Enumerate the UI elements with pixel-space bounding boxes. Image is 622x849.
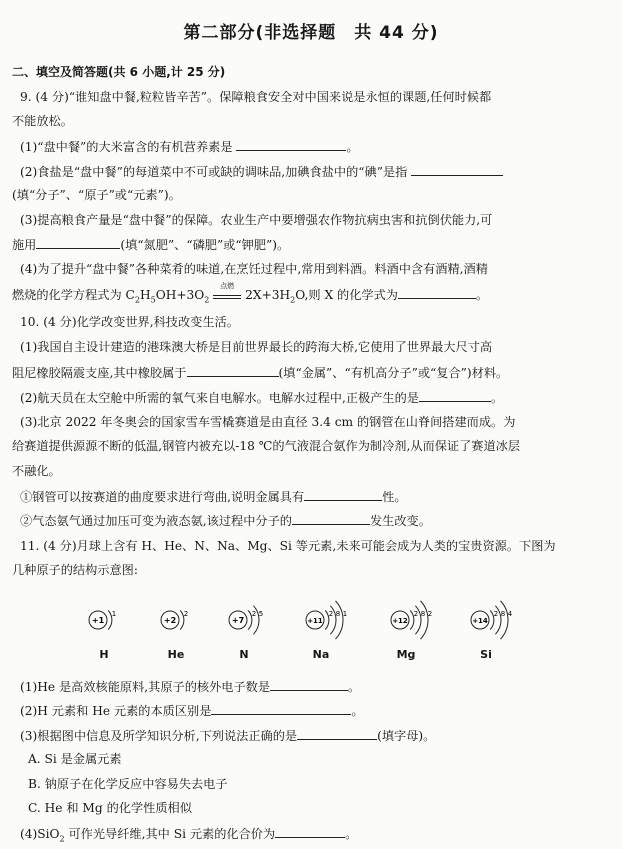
nucleus-charge: +1 (91, 616, 105, 625)
reaction-condition (213, 282, 241, 299)
eq-text-2: OH+3O (155, 288, 205, 302)
eq-text-4: O,则 X 的化学式为 (295, 288, 398, 302)
q11-part3-text: (3)根据图中信息及所学知识分析,下列说法正确的是 (20, 729, 298, 743)
q9-stem-line1: 9. (4 分)“谁知盘中餐,粒粒皆辛苦”。保障粮食安全对中国来说是永恒的课题,任何时候都 (20, 90, 492, 104)
q10-sub2-end: 发生改变。 (370, 514, 431, 528)
nucleus-charge: +14 (472, 617, 488, 625)
shell-electron-count: 2 (328, 610, 334, 618)
q11-part3-post: (填字母)。 (377, 729, 436, 743)
atomic-structure-diagram (70, 598, 550, 668)
atom-na (306, 601, 347, 639)
eq-text-3: 2X+3H (245, 288, 291, 302)
q10-sub2-text: ②气态氨气通过加压可变为液态氨,该过程中分子的 (20, 514, 292, 528)
shell-electron-count: 2 (493, 610, 499, 618)
nucleus-charge: +2 (163, 616, 177, 625)
q11-part3-blank[interactable] (297, 727, 377, 740)
atom-h (89, 610, 116, 630)
q11-part2-blank[interactable] (211, 702, 351, 715)
electron-shell-arc (421, 601, 429, 639)
q10-sub1 (20, 488, 618, 505)
q10-part2-end: 。 (490, 391, 504, 405)
shell-electron-count: 5 (258, 610, 264, 618)
q11-part4-end: 。 (345, 827, 358, 841)
q11-stem-line2: 几种原子的结构示意图: (12, 563, 138, 577)
atom-he (161, 610, 188, 630)
shell-electron-count: 8 (335, 610, 341, 618)
q10-sub1-end: 性。 (382, 490, 407, 504)
eq-text-h: H (139, 288, 151, 302)
shell-electron-count: 1 (342, 610, 348, 618)
q10-part1-line1: (1)我国自主设计建造的港珠澳大桥是目前世界最长的跨海大桥,它使用了世界最大尺寸高 (20, 340, 493, 354)
atom-n (229, 606, 263, 635)
q11-option-c: C. He 和 Mg 的化学性质相似 (28, 801, 192, 815)
q10-part3-line1: (3)北京 2022 年冬奥会的国家雪车雪橇赛道是由直径 3.4 cm 的钢管在山脊间搭建而成。为 (20, 415, 516, 429)
q9-part2 (20, 163, 618, 180)
nucleus-charge: +12 (392, 617, 408, 625)
q9-part1-text: (1)“盘中餐”的大米富含的有机营养素是 (20, 140, 233, 154)
q11-option-a: A. Si 是金属元素 (28, 752, 122, 766)
q10-part2-blank[interactable] (419, 389, 491, 402)
eq-end: 。 (475, 288, 489, 302)
shell-electron-count: 2 (183, 610, 189, 618)
q9-part1 (20, 138, 618, 155)
electron-shell-arc (336, 601, 344, 639)
q9-part4-line1: (4)为了提升“盘中餐”各种菜肴的味道,在烹饪过程中,常用到料酒。料酒中含有酒精,酒精 (20, 262, 488, 276)
q11-part2-text: (2)H 元素和 He 元素的本质区别是 (20, 704, 212, 718)
section-heading: 二、填空及简答题(共 6 小题,计 25 分) (12, 65, 226, 79)
shell-electron-count: 2 (413, 610, 419, 618)
q11-part1-end: 。 (348, 680, 361, 694)
q9-part3-blank[interactable] (36, 236, 120, 249)
q9-part3-line1: (3)提高粮食产量是“盘中餐”的保障。农业生产中要增强农作物抗病虫害和抗倒伏能力,可 (20, 213, 493, 227)
q11-part3 (20, 727, 618, 744)
q11-part4-sub: 2 (59, 834, 65, 844)
q9-part2-blank[interactable] (411, 163, 503, 176)
q9-stem-line2: 不能放松。 (12, 114, 73, 128)
q11-part4-text: 可作光导纤维,其中 Si 元素的化合价为 (64, 827, 276, 841)
q10-part1-line2 (12, 364, 610, 381)
q11-part1-blank[interactable] (270, 678, 348, 691)
q11-part2-end: 。 (351, 704, 364, 718)
atom-symbol-he: He (167, 648, 185, 661)
eq-sub-4: 2 (290, 295, 296, 305)
page-title: 第二部分(非选择题 共 44 分) (183, 23, 439, 43)
q10-sub1-blank[interactable] (304, 488, 382, 501)
shell-electron-count: 8 (420, 610, 426, 618)
q9-part4-blank[interactable] (398, 286, 476, 299)
q10-stem: 10. (4 分)化学改变世界,科技改变生活。 (20, 315, 239, 329)
atom-symbol-si: Si (480, 648, 492, 661)
q11-part4-formula: (4)SiO (20, 827, 60, 841)
nucleus-charge: +7 (231, 616, 245, 625)
q9-part2-text: (2)食盐是“盘中餐”的每道菜中不可或缺的调味品,加碘食盐中的“碘”是指 (20, 165, 408, 179)
q10-part3-line2: 给赛道提供源源不断的低温,钢管内被充以-18 ℃的气液混合氨作为制冷剂,从而保证了赛道冰层 (12, 439, 521, 453)
q9-part1-end: 。 (346, 140, 359, 154)
q10-part1-pre: 阻尼橡胶隔震支座,其中橡胶属于 (12, 366, 187, 380)
q9-part3-line2 (12, 236, 610, 253)
q10-sub2 (20, 512, 618, 529)
atom-symbol-n: N (239, 648, 249, 661)
q10-part2-text: (2)航天员在太空舱中所需的氧气来自电解水。电解水过程中,正极产生的是 (20, 391, 419, 405)
q9-part3-post: (填“氮肥”、“磷肥”或“钾肥”)。 (120, 238, 290, 252)
q10-part2 (20, 389, 618, 406)
shell-electron-count: 1 (111, 610, 117, 618)
eq-sub-1: 2 (134, 295, 140, 305)
shell-electron-count: 4 (507, 610, 513, 618)
q11-part4-blank[interactable] (275, 825, 345, 838)
q11-part1 (20, 678, 618, 695)
atom-mg (391, 601, 432, 639)
q10-sub2-blank[interactable] (292, 512, 370, 525)
nucleus-charge: +11 (307, 617, 323, 625)
reaction-arrow (213, 295, 241, 299)
shell-electron-count: 2 (427, 610, 433, 618)
q9-part4-equation (12, 282, 610, 305)
q11-part2 (20, 702, 618, 719)
q10-sub1-text: ①钢管可以按赛道的曲度要求进行弯曲,说明金属具有 (20, 490, 305, 504)
atom-symbol-h: H (99, 648, 109, 661)
q11-part1-text: (1)He 是高效核能原料,其原子的核外电子数是 (20, 680, 271, 694)
eq-sub-3: 2 (204, 295, 210, 305)
atom-symbol-mg: Mg (396, 648, 416, 661)
shell-electron-count: 2 (251, 610, 257, 618)
q11-stem-line1: 11. (4 分)月球上含有 H、He、N、Na、Mg、Si 等元素,未来可能会成为人类的宝贵资源。下图为 (20, 539, 556, 553)
electron-shell-arc (501, 601, 509, 639)
q11-option-b: B. 钠原子在化学反应中容易失去电子 (28, 777, 228, 791)
q11-part4 (20, 825, 618, 842)
q9-part1-blank[interactable] (236, 138, 346, 151)
atom-symbol-na: Na (312, 648, 330, 661)
shell-electron-count: 8 (500, 610, 506, 618)
atom-si (471, 601, 513, 639)
q10-part1-blank[interactable] (187, 364, 279, 377)
reaction-condition-text: 点燃 (220, 282, 235, 290)
q10-part1-post: (填“金属”、“有机高分子”或“复合”)材料。 (278, 366, 509, 380)
q10-part3-line3: 不融化。 (12, 464, 61, 478)
q9-part3-pre: 施用 (12, 238, 37, 252)
eq-text-1: 燃烧的化学方程式为 C (12, 288, 135, 302)
atom-diagrams-svg (70, 598, 550, 650)
q9-part2-options: (填“分子”、“原子”或“元素”)。 (12, 188, 181, 202)
eq-sub-2: 5 (150, 295, 156, 305)
